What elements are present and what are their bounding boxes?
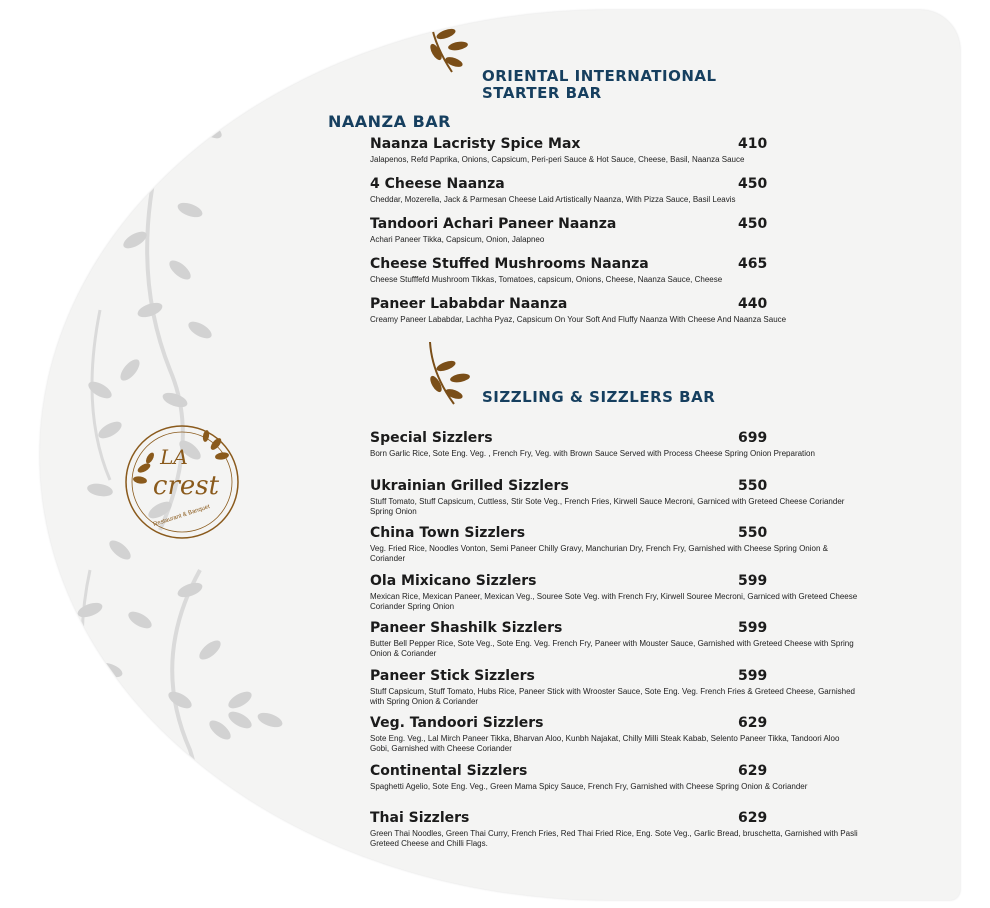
leaf-shape bbox=[76, 600, 105, 620]
menu-item-description: Jalapenos, Refd Paprika, Onions, Capsicum, Peri-peri Sauce & Hot Sauce, Cheese, Basil, Naanza Sauce bbox=[370, 155, 745, 164]
menu-item-description: Sote Eng. Veg., Lal Mirch Paneer Tikka, Bharvan Aloo, Kunbh Najakat, Chilly Milli Steak Kabab, Selento Paneer Tikka, Tandoori Aloo Gobi, Garnished with Cheese Coriander bbox=[370, 734, 840, 753]
leaf-shape bbox=[86, 482, 114, 498]
menu-item-description: Stuff Capsicum, Stuff Tomato, Hubs Rice, Paneer Stick with Wrooster Sauce, Sote Eng. Veg. French Fries & Greteed Cheese, Garnished with Spring Onion & Coriander bbox=[370, 686, 855, 706]
leaf-shape bbox=[166, 688, 195, 711]
la-crest-logo bbox=[122, 422, 242, 542]
sizzlers-bar-title: SIZZLING & SIZZLERS BAR bbox=[482, 388, 716, 406]
leaf-shape bbox=[117, 356, 143, 384]
menu-item bbox=[370, 478, 860, 517]
leaf-shape bbox=[116, 817, 144, 843]
menu-item-price: 599 bbox=[738, 620, 768, 636]
menu-item-description: Stuff Tomato, Stuff Capsicum, Cuttless, Stir Sote Veg., French Fries, Kirwell Sauce Mecroni, Garniced with Greteed Cheese Coriander Spring Onion bbox=[370, 496, 845, 516]
leaf-shape bbox=[226, 688, 255, 711]
leaf-shape bbox=[256, 710, 285, 730]
menu-item-price: 629 bbox=[738, 762, 768, 779]
leaf-shape bbox=[176, 200, 205, 220]
leaf-shape bbox=[196, 118, 225, 141]
leaf-shape bbox=[226, 708, 255, 731]
menu-item bbox=[370, 715, 860, 754]
menu-item-name: Continental Sizzlers bbox=[370, 762, 528, 779]
leaf-shape bbox=[176, 580, 205, 600]
menu-item bbox=[370, 763, 860, 792]
menu-item-name: Ola Mixicano Sizzlers bbox=[370, 572, 537, 589]
menu-item-description: Born Garlic Rice, Sote Eng. Veg. , French Fry, Veg. with Brown Sauce Served with Process Cheese Spring Onion Preparation bbox=[370, 449, 815, 458]
menu-item-price: 450 bbox=[738, 216, 768, 232]
menu-item bbox=[370, 136, 860, 165]
menu-item-name: 4 Cheese Naanza bbox=[370, 176, 505, 192]
menu-item-description: Spaghetti Agelio, Sote Eng. Veg., Green Mama Spicy Sauce, French Fry, Garnished with Cheese Spring Onion & Coriander bbox=[370, 781, 808, 791]
menu-item bbox=[370, 668, 860, 707]
logo-text-crest: crest bbox=[152, 471, 220, 501]
leaf-shape bbox=[166, 257, 194, 283]
logo-text-la: LA bbox=[160, 445, 188, 469]
menu-item-name: Veg. Tandoori Sizzlers bbox=[370, 715, 544, 731]
menu-item bbox=[370, 810, 860, 849]
menu-item bbox=[370, 176, 860, 205]
menu-item bbox=[370, 216, 860, 245]
leaf-shape bbox=[121, 228, 150, 251]
menu-item-name: Thai Sizzlers bbox=[370, 810, 470, 826]
leaf-shape bbox=[126, 608, 155, 631]
leaf-shape bbox=[206, 717, 234, 743]
menu-item bbox=[370, 430, 860, 459]
leaf-shape bbox=[186, 318, 215, 341]
leaf-shape bbox=[96, 660, 125, 680]
main-heading bbox=[482, 68, 717, 102]
olive-sprig-icon bbox=[422, 340, 472, 410]
menu-item-price: 550 bbox=[738, 477, 768, 494]
menu-item-name: Paneer Shashilk Sizzlers bbox=[370, 620, 563, 636]
menu-item-description: Mexican Rice, Mexican Paneer, Mexican Veg., Souree Sote Veg. with French Fry, Kirwell Souree Mecroni, Garniced with Greteed Cheese Coriander Spring Onion bbox=[370, 591, 858, 611]
menu-item bbox=[370, 620, 860, 659]
naanza-bar-title: NAANZA BAR bbox=[328, 112, 451, 131]
menu-item-price: 599 bbox=[738, 667, 768, 684]
leaf-shape bbox=[116, 718, 145, 741]
main-heading-line2: STARTER BAR bbox=[482, 84, 602, 102]
menu-item-description: Green Thai Noodles, Green Thai Curry, French Fries, Red Thai Fried Rice, Eng. Sote Veg., Garlic Bread, bruschetta, Garnished with Pasli Greteed Cheese and Chilli Flags. bbox=[370, 829, 858, 848]
menu-item-price: 629 bbox=[738, 715, 768, 731]
leaf-shape bbox=[146, 760, 175, 780]
menu-item-price: 550 bbox=[738, 525, 768, 541]
menu-item-price: 599 bbox=[738, 572, 768, 589]
menu-item-description: Veg. Fried Rice, Noodles Vonton, Semi Paneer Chilly Gravy, Manchurian Dry, French Fry, Garnished with Cheese Spring Onion & Coriander bbox=[370, 544, 828, 563]
menu-item-price: 450 bbox=[738, 176, 768, 192]
menu-item-price: 699 bbox=[738, 430, 768, 446]
leaf-shape bbox=[96, 418, 125, 441]
leaf-shape bbox=[86, 378, 115, 401]
menu-item-name: Cheese Stuffed Mushrooms Naanza bbox=[370, 256, 649, 272]
menu-item bbox=[370, 573, 860, 612]
menu-item-description: Cheese Stufffefd Mushroom Tikkas, Tomatoes, capsicum, Onions, Cheese, Naanza Sauce, Cheese bbox=[370, 275, 723, 284]
menu-item-price: 629 bbox=[738, 810, 768, 826]
leaf-shape bbox=[176, 800, 205, 820]
menu-item-name: Special Sizzlers bbox=[370, 430, 493, 446]
leaf-shape bbox=[161, 390, 190, 410]
main-heading-line1: ORIENTAL INTERNATIONAL bbox=[482, 67, 717, 85]
menu-item bbox=[370, 296, 860, 325]
menu-item-price: 465 bbox=[738, 256, 768, 272]
menu-item-price: 410 bbox=[738, 136, 768, 152]
menu-item-price: 440 bbox=[738, 296, 768, 312]
menu-item bbox=[370, 525, 860, 564]
menu-item bbox=[370, 256, 860, 285]
menu-item-name: Naanza Lacristy Spice Max bbox=[370, 136, 581, 152]
logo-tagline: Restaurant & Banquet bbox=[152, 504, 211, 529]
leaf-shape bbox=[196, 637, 224, 663]
menu-item-name: Paneer Stick Sizzlers bbox=[370, 667, 535, 684]
menu-item-name: Paneer Lababdar Naanza bbox=[370, 296, 568, 312]
menu-item-name: Ukrainian Grilled Sizzlers bbox=[370, 477, 569, 494]
menu-item-description: Cheddar, Mozerella, Jack & Parmesan Cheese Laid Artistically Naanza, With Pizza Sauce, Basil Leavis bbox=[370, 195, 736, 204]
menu-item-name: China Town Sizzlers bbox=[370, 525, 526, 541]
menu-item-description: Creamy Paneer Lababdar, Lachha Pyaz, Capsicum On Your Soft And Fluffy Naanza With Cheese And Naanza Sauce bbox=[370, 315, 787, 324]
menu-item-name: Tandoori Achari Paneer Naanza bbox=[370, 216, 617, 232]
olive-sprig-icon bbox=[422, 12, 472, 78]
menu-item-description: Achari Paneer Tikka, Capsicum, Onion, Jalapneo bbox=[370, 235, 545, 244]
menu-page bbox=[40, 10, 960, 900]
menu-item-description: Butter Bell Pepper Rice, Sote Veg., Sote Eng. Veg. French Fry, Paneer with Mouster Sauce, Garnished with Greteed Cheese with Spring Onion & Coriander bbox=[370, 639, 854, 658]
